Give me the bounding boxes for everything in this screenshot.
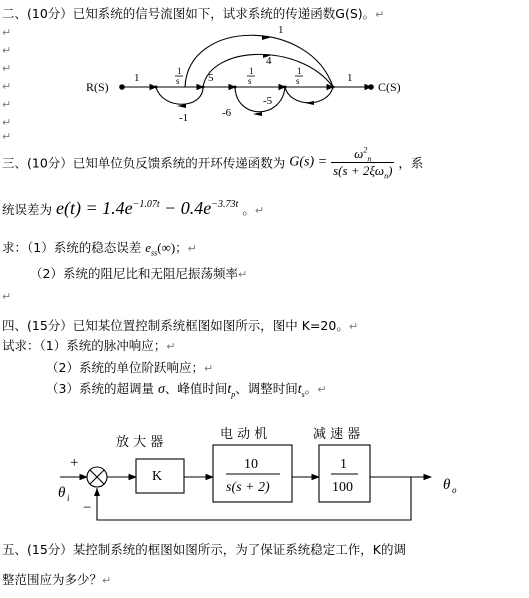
q5-line2: 整范围应为多少？↵ — [2, 572, 112, 587]
q4-heading: 四、(15分）已知某位置控制系统框图如图所示，图中 K=20。↵ — [2, 318, 359, 333]
paragraph-mark: ↵ — [2, 290, 12, 303]
gain-in: 1 — [134, 72, 140, 84]
branch-fb-m5 — [285, 87, 333, 103]
gain-1s-b — [247, 66, 255, 86]
gain-1s-c — [295, 66, 303, 86]
node-r — [119, 84, 125, 90]
reducer-den: 100 — [332, 480, 353, 495]
label-input-node: R(S) — [86, 80, 109, 94]
sign-plus: + — [70, 455, 79, 471]
gain-5: 5 — [208, 72, 214, 84]
block-k-text: K — [152, 469, 163, 484]
svg-text:θ: θ — [443, 477, 451, 493]
signal-flow-graph — [0, 0, 529, 140]
svg-text:1: 1 — [177, 66, 182, 76]
formula-error: $e(t) = 1.4e^{-1.07t} - 0.4e^{-3.73t}$ — [56, 198, 239, 218]
gain-out: 1 — [347, 72, 353, 84]
svg-text:1: 1 — [297, 66, 302, 76]
q3-line1: 三、(10分）已知单位负反馈系统的开环传递函数为 G(s) = $\frac{\omega^2_n}{s(s + 2\xi\omega_n)}$ ，系 — [2, 145, 424, 181]
q3-line2: 统误差为 $e(t) = 1.4e^{-1.07t} - 0.4e^{-3.73t}$ 。↵ — [2, 198, 265, 218]
summing-junction — [87, 467, 107, 487]
gain-fb-m1: -1 — [179, 112, 189, 124]
q4-item-2: （2）系统的单位阶跃响应；↵ — [46, 360, 214, 375]
svg-text:i: i — [67, 493, 70, 503]
gain-1s-a — [175, 66, 183, 86]
gain-fb-m6: -6 — [222, 107, 232, 119]
q4-item-3: （3）系统的超调量 σ、峰值时间$t_p$、调整时间$t_s$。↵ — [46, 381, 327, 399]
q2-heading: 二、(10分）已知系统的信号流图如下，试求系统的传递函数G(S)。↵ — [2, 6, 385, 21]
svg-text:s: s — [176, 76, 180, 86]
label-reducer: 减 速 器 — [313, 427, 361, 442]
symbol-theta-o — [443, 477, 457, 495]
label-output-node: C(S) — [378, 80, 401, 94]
label-amplifier: 放 大 器 — [116, 435, 164, 450]
formula-g-fraction: $\frac{\omega^2_n}{s(s + 2\xi\omega_n)}$ — [333, 145, 393, 181]
gain-top: 1 — [278, 24, 284, 36]
symbol-theta-i — [58, 485, 70, 503]
svg-text:s: s — [296, 76, 300, 86]
formula-g-lhs: G(s) = — [289, 154, 328, 170]
motor-num: 10 — [244, 457, 258, 472]
q4-item-1: 试求：（1）系统的脉冲响应；↵ — [2, 338, 176, 353]
sign-minus: − — [83, 500, 92, 516]
svg-text:θ: θ — [58, 485, 66, 501]
branch-fb-m6 — [235, 87, 285, 112]
q3-ask-2: （2）系统的阻尼比和无阻尼振荡频率↵ — [30, 266, 248, 281]
gain-4: 4 — [266, 55, 272, 67]
reducer-num: 1 — [340, 457, 347, 472]
q5-line1: 五、(15分）某控制系统的框图如图所示，为了保证系统稳定工作，K的调 — [2, 542, 406, 557]
q3-ask-1: 求：（1）系统的稳态误差 $e_{ss}(\infty)$；↵ — [2, 240, 197, 258]
branch-fb-m1 — [156, 87, 203, 104]
svg-text:1: 1 — [249, 66, 254, 76]
motor-den: s(s + 2) — [226, 480, 270, 495]
gain-fb-m5: -5 — [263, 95, 273, 107]
svg-text:o: o — [452, 485, 457, 495]
block-diagram — [0, 418, 529, 536]
label-motor: 电 动 机 — [220, 427, 268, 442]
node-c — [368, 84, 374, 90]
svg-text:s: s — [248, 76, 252, 86]
